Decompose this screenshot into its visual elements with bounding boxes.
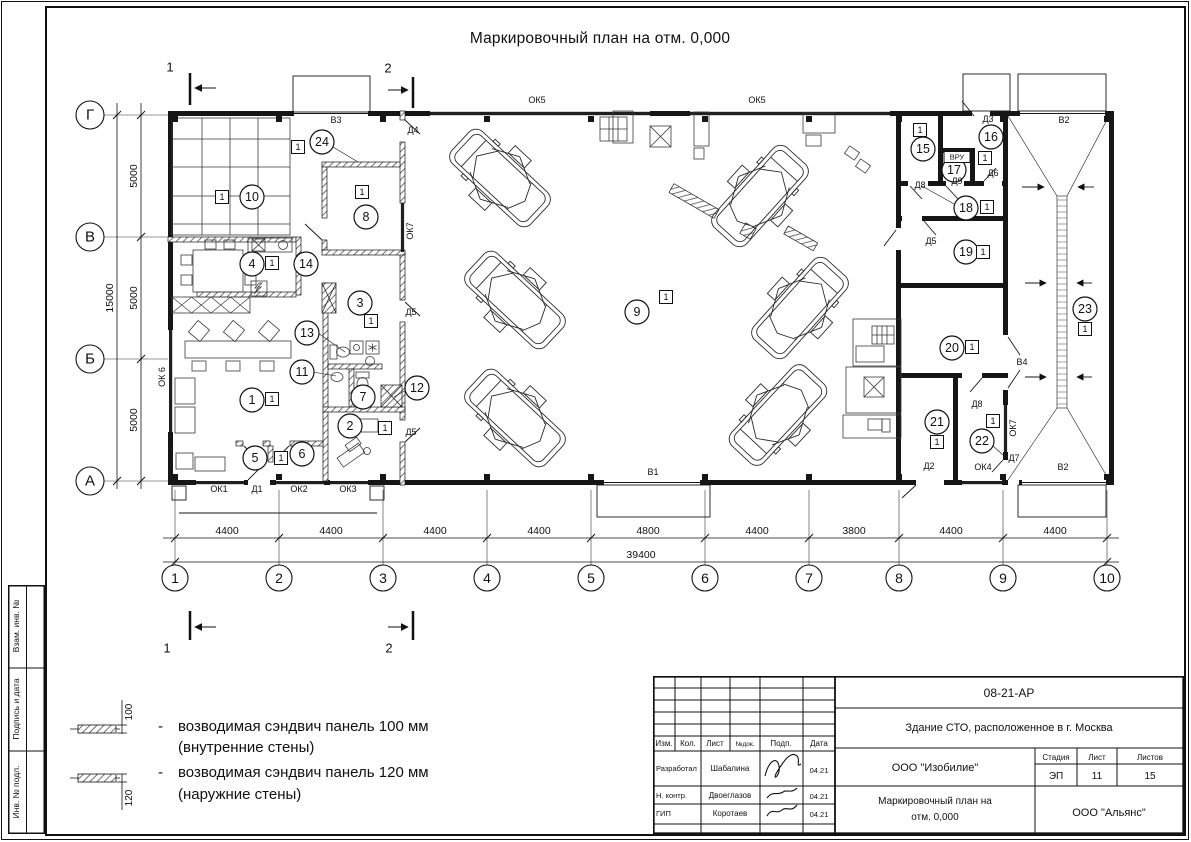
room-marker: 21	[930, 415, 944, 429]
opening-label: В1	[647, 467, 659, 477]
grid-bubble-col: 1	[171, 570, 179, 586]
room-marker: 12	[410, 381, 424, 395]
legend-item-1-label: возводимая сэндвич панель 100 мм	[178, 718, 429, 735]
stamp-name-3: Коротаев	[712, 809, 748, 818]
room-category-square: 1	[359, 187, 365, 197]
section-marks	[190, 73, 413, 640]
room-marker: 20	[945, 341, 959, 355]
opening-label: ОК2	[290, 484, 308, 494]
stamp-sheet-label: Лист	[1088, 753, 1106, 762]
opening-label: В4	[1016, 357, 1028, 367]
room-marker: 10	[245, 190, 259, 204]
room-marker: 2	[346, 419, 354, 433]
opening-label: Д3	[982, 114, 994, 124]
room-marker: 18	[959, 201, 973, 215]
dim-x: 4400	[215, 525, 239, 537]
stamp-sheet: 11	[1091, 771, 1103, 782]
dim-x: 4400	[939, 525, 963, 537]
dim-x: 3800	[842, 525, 866, 537]
stamp-sheets-label: Листов	[1137, 753, 1163, 762]
legend-thickness-120: 120	[124, 789, 135, 807]
stamp-h-kol: Кол.	[680, 739, 696, 748]
stamp-name-2: Двоеглазов	[708, 791, 752, 800]
stamp-name-1: Шабалина	[710, 764, 750, 773]
stamp-org: ООО "Изобилие"	[891, 762, 979, 774]
dim-y: 5000	[128, 286, 140, 310]
section-mark-number: 2	[385, 640, 393, 656]
room-marker: 6	[298, 447, 306, 461]
grid-bubble-col: 5	[587, 570, 595, 586]
legend-thickness-100: 100	[124, 703, 135, 721]
legend-dash-2: -	[158, 764, 163, 781]
room-category-square: 1	[980, 247, 986, 257]
signatures	[765, 754, 801, 816]
grid-bubble-row: Б	[85, 350, 95, 368]
side-strip-label-3: Инв. № подл.	[11, 765, 21, 819]
opening-label: ОК5	[748, 95, 766, 105]
section-mark-number: 1	[163, 640, 171, 656]
room-marker: 7	[359, 390, 367, 404]
room-category-square: 1	[295, 142, 301, 152]
grid-bubble-col: 6	[701, 570, 709, 586]
grid-bubble-col: 4	[483, 570, 491, 586]
room-marker: 16	[984, 130, 998, 144]
room-marker: 11	[295, 365, 309, 379]
stamp-company: ООО "Альянс"	[1072, 807, 1146, 819]
opening-label: Д5	[405, 307, 417, 317]
opening-label: Д1	[251, 484, 263, 494]
room-category-square: 1	[934, 437, 940, 447]
grid-bubble-col: 8	[895, 570, 903, 586]
side-strip-label-1: Взам. инв. №	[11, 599, 21, 653]
room-marker: 4	[248, 257, 256, 271]
room-category-square: 1	[663, 292, 669, 302]
opening-label: ОК1	[210, 484, 228, 494]
dim-x: 4800	[636, 525, 660, 537]
room-marker: 19	[959, 245, 973, 259]
room-category-square: 1	[219, 192, 225, 202]
dim-y-total: 15000	[104, 283, 116, 313]
opening-label: В2	[1058, 115, 1070, 125]
stamp-h-list: Лист	[706, 739, 724, 748]
stamp-drawing-name-2: отм. 0,000	[911, 812, 959, 823]
stamp-drawing-name-1: Маркировочный план на	[878, 796, 992, 807]
grid-bubble-col: 7	[805, 570, 813, 586]
opening-label: ОК5	[528, 95, 546, 105]
room-marker: 8	[362, 210, 370, 224]
room-category-square: 1	[269, 394, 275, 404]
grid-bubble-col: 3	[379, 570, 387, 586]
legend-item-2-label: возводимая сэндвич панель 120 мм	[178, 764, 429, 781]
legend-item-1-note: (внутренние стены)	[178, 739, 315, 756]
dim-x: 4400	[319, 525, 343, 537]
dim-x: 4400	[745, 525, 769, 537]
opening-label: Д8	[914, 180, 926, 190]
grid-bubble-col: 2	[275, 570, 283, 586]
legend-item-2-note: (наружние стены)	[178, 786, 302, 803]
plan-title: Маркировочный план на отм. 0,000	[469, 30, 731, 47]
stamp-date-2: 04.21	[809, 792, 829, 801]
window-bands	[169, 112, 1007, 484]
dim-x: 4400	[1043, 525, 1067, 537]
dim-y: 5000	[128, 164, 140, 188]
room-marker: 3	[356, 296, 364, 310]
cars	[437, 116, 861, 479]
stamp-h-data: Дата	[810, 739, 828, 748]
opening-label: ОК 6	[157, 367, 167, 387]
room-category-square: 1	[917, 125, 923, 135]
side-strip-label-2: Подпись и дата	[11, 678, 21, 740]
side-strip	[8, 585, 45, 834]
grid-bubble-row: Г	[85, 106, 95, 124]
stamp-stage: ЭП	[1048, 771, 1064, 782]
grid-bubble-row: В	[84, 228, 96, 246]
legend-dash-1: -	[158, 718, 163, 735]
room-category-square: 1	[982, 153, 988, 163]
opening-label: ВРУ	[949, 152, 965, 162]
room-category-square: 1	[382, 423, 388, 433]
opening-label: Д5	[405, 427, 417, 437]
room-category-square: 1	[269, 258, 275, 268]
room-category-square: 1	[969, 342, 975, 352]
room-marker: 5	[251, 451, 259, 465]
room-marker: 9	[633, 305, 641, 319]
stamp-h-izm: Изм.	[655, 739, 673, 748]
opening-label: ОК7	[405, 222, 415, 240]
grid-bubble-col: 9	[999, 570, 1007, 586]
title-block	[653, 676, 1184, 834]
stamp-role-1: Разработал	[656, 764, 697, 773]
opening-label: ОК7	[1008, 419, 1018, 437]
room-marker: 15	[916, 142, 930, 156]
section-mark-number: 1	[166, 59, 174, 75]
room-marker: 14	[299, 257, 313, 271]
section-mark-number: 2	[384, 60, 392, 76]
legend-icons	[70, 688, 180, 818]
opening-label: Д7	[1008, 453, 1020, 463]
stamp-sheets: 15	[1144, 771, 1156, 782]
room-marker: 23	[1078, 302, 1092, 316]
room-category-square: 1	[984, 202, 990, 212]
room-marker: 17	[947, 163, 961, 177]
stamp-doc-code: 08-21-АР	[983, 686, 1035, 700]
opening-label: Д9	[951, 176, 963, 186]
opening-label: ОК4	[974, 462, 992, 472]
opening-label: Д5	[925, 236, 937, 246]
room-marker: 22	[975, 434, 989, 448]
grid-bubble-row: А	[84, 472, 96, 490]
stamp-h-podp: Подп.	[770, 739, 792, 748]
stamp-h-ndok: №док.	[735, 741, 755, 748]
grid-bubble-col: 10	[1099, 570, 1115, 586]
room-marker: 13	[300, 326, 314, 340]
stamp-object: Здание СТО, расположенное в г. Москва	[905, 722, 1113, 734]
stamp-date-3: 04.21	[809, 810, 829, 819]
stamp-role-3: ГИП	[656, 809, 671, 818]
room-category-square: 1	[278, 453, 284, 463]
opening-label: В2	[1057, 462, 1069, 472]
room-marker: 1	[248, 393, 256, 407]
room-category-square: 1	[1082, 324, 1088, 334]
opening-label: Д2	[923, 461, 935, 471]
opening-label: Д6	[987, 168, 999, 178]
opening-label: Д4	[407, 125, 419, 135]
stamp-stage-label: Стадия	[1042, 753, 1070, 762]
opening-label: ОК3	[339, 484, 357, 494]
dim-x-total: 39400	[626, 549, 656, 561]
dim-y: 5000	[128, 408, 140, 432]
stamp-role-2: Н. контр.	[656, 791, 687, 800]
walls-solid	[168, 111, 1114, 485]
room-marker: 24	[315, 135, 329, 149]
room-category-square: 1	[990, 416, 996, 426]
opening-label: В3	[330, 115, 342, 125]
stamp-date-1: 04.21	[809, 766, 829, 775]
dim-x: 4400	[527, 525, 551, 537]
dim-x: 4400	[423, 525, 447, 537]
room-category-square: 1	[368, 316, 374, 326]
opening-label: Д8	[971, 399, 983, 409]
